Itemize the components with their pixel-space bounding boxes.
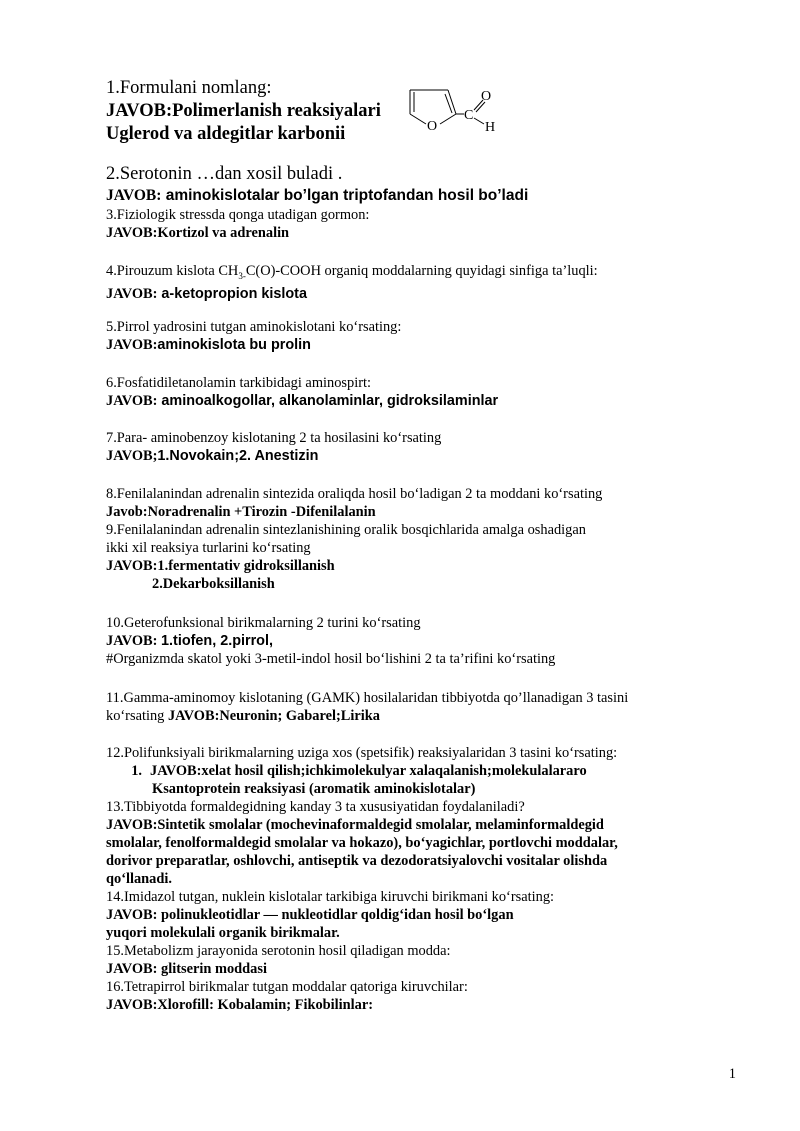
question-12 (106, 744, 706, 1014)
question-9-answer-line1: JAVOB:1.fermentativ gidroksillanish (106, 558, 335, 574)
question-11-title-line1: 11.Gamma-aminomoy kislotaning (GAMK) hosilalaridan tibbiyotda qo’llanadigan 3 tasini (106, 690, 629, 706)
question-3-answer: JAVOB:Kortizol va adrenalin (106, 225, 290, 241)
question-5-answer: JAVOB:aminokislota bu prolin (106, 337, 311, 353)
ring-bond (440, 114, 456, 124)
question-14-title: 14.Imidazol tutgan, nuklein kislotalar tarkibiga kiruvchi birikmani ko‘rsating: (106, 889, 555, 905)
question-16-title: 16.Tetrapirrol birikmalar tutgan moddalar qatoriga kiruvchilar: (106, 979, 468, 995)
question-13-title: 13.Tibbiyotda formaldegidning kanday 3 ta xususiyatidan foydalaniladi? (106, 799, 525, 815)
question-7-title: 7.Para- aminobenzoy kislotaning 2 ta hosilasini ko‘rsating (106, 430, 442, 446)
question-15-answer: JAVOB: glitserin moddasi (106, 961, 267, 977)
page-number: 1 (728, 1066, 736, 1082)
question-4-title: 4.Pirouzum kislota $CH_{3-}C(O)$-COOH organiq moddalarning quyidagi sinfiga ta’luqli: (106, 263, 598, 281)
answer-text: aminokislotalar bo’lgan triptofandan hosil bo’ladi (161, 187, 529, 204)
question-13-answer-line4: qo‘llanadi. (106, 871, 172, 887)
question-8-title: 8.Fenilalanindan adrenalin sintezida oraliqda hosil bo‘ladigan 2 ta moddani ko‘rsating (106, 486, 603, 502)
ring-oxygen: O (427, 119, 438, 134)
question-16-answer: JAVOB:Xlorofill: Kobalamin; Fikobilinlar: (106, 997, 374, 1013)
question-12-title: 12.Polifunksiyali birikmalarning uziga xos (spetsifik) reaksiyalaridan 3 tasini ko‘rsating: (106, 745, 618, 761)
question-11-title-line2: ko‘rsating JAVOB:Neuronin; Gabarel;Lirika (106, 708, 380, 724)
question-6 (106, 374, 706, 410)
question-13-answer-line1: JAVOB:Sintetik smolalar (mochevinaformaldegid smolalar, melaminformaldegid (106, 817, 604, 833)
question-4 (106, 262, 706, 303)
answer-label: JAVOB: (106, 187, 162, 204)
question-12-answer-line1: 1. JAVOB:xelat hosil qilish;ichkimolekulyar xalaqalanish;molekulalararo (131, 763, 587, 779)
question-6-answer: JAVOB: aminoalkogollar, alkanolaminlar, gidroksilaminlar (106, 393, 499, 409)
question-3-title: 3.Fiziologik stressda qonga utadigan gormon: (106, 207, 370, 223)
question-6-title: 6.Fosfatidiletanolamin tarkibidagi aminospirt: (106, 375, 371, 391)
ring-bond (448, 90, 456, 114)
question-13-answer-line2: smolalar, fenolformaldegid smolalar va hokazo), bo‘yagichlar, portlovchi moddalar, (106, 835, 618, 851)
question-9-title-line1: 9.Fenilalanindan adrenalin sintezlanishining oralik bosqichlarida amalga oshadigan (106, 522, 586, 538)
question-8-answer: Javob:Noradrenalin +Tirozin -Difenilalanin (106, 504, 376, 520)
question-1-answer-line1: JAVOB:Polimerlanish reaksiyalari (106, 101, 381, 121)
question-2-title: 2.Serotonin …dan xosil buladi . (106, 164, 343, 184)
furfural-structure (404, 84, 514, 140)
question-11 (106, 689, 706, 725)
question-4-answer: JAVOB: a-ketopropion kislota (106, 285, 307, 302)
ring-double-bond (445, 94, 452, 113)
carbon-atom: C (464, 108, 474, 123)
question-10 (106, 614, 706, 668)
question-9-answer-line2: 2.Dekarboksillanish (152, 576, 275, 592)
question-14-answer-line1: JAVOB: polinukleotidlar — nukleotidlar qoldig‘idan hosil bo‘lgan (106, 907, 514, 923)
question-9-title-line2: ikki xil reaksiya turlarini ko‘rsating (106, 540, 311, 556)
question-2-answer (106, 186, 706, 206)
question-1-answer-line2: Uglerod va aldegitlar karbonii (106, 124, 346, 144)
carbonyl-oxygen: O (481, 89, 492, 104)
question-5 (106, 318, 706, 354)
question-3 (106, 206, 706, 242)
question-13-answer-line3: dorivor preparatlar, oshlovchi, antiseptik va dezodoratsiyalovchi vositalar olishda (106, 853, 608, 869)
question-12-answer-line2: Ksantoprotein reaksiyasi (aromatik aminokislotalar) (152, 781, 476, 797)
question-15-title: 15.Metabolizm jarayonida serotonin hosil qiladigan modda: (106, 943, 451, 959)
ring-bond (410, 114, 426, 124)
question-5-title: 5.Pirrol yadrosini tutgan aminokislotani ko‘rsating: (106, 319, 402, 335)
question-7 (106, 429, 706, 465)
question-1-title: 1.Formulani nomlang: (106, 78, 272, 98)
question-8 (106, 485, 706, 593)
aldehyde-h-bond (474, 118, 484, 124)
hydrogen-atom: H (485, 120, 496, 135)
question-10-answer: JAVOB: 1.tiofen, 2.pirrol, (106, 633, 273, 649)
question-7-answer: JAVOB;1.Novokain;2. Anestizin (106, 448, 319, 464)
question-14-answer-line2: yuqori molekulali organik birikmalar. (106, 925, 340, 941)
question-10-extra: #Organizmda skatol yoki 3-metil-indol hosil bo‘lishini 2 ta ta’rifini ko‘rsating (106, 651, 556, 667)
question-2 (106, 163, 706, 206)
question-10-title: 10.Geterofunksional birikmalarning 2 turini ko‘rsating (106, 615, 421, 631)
